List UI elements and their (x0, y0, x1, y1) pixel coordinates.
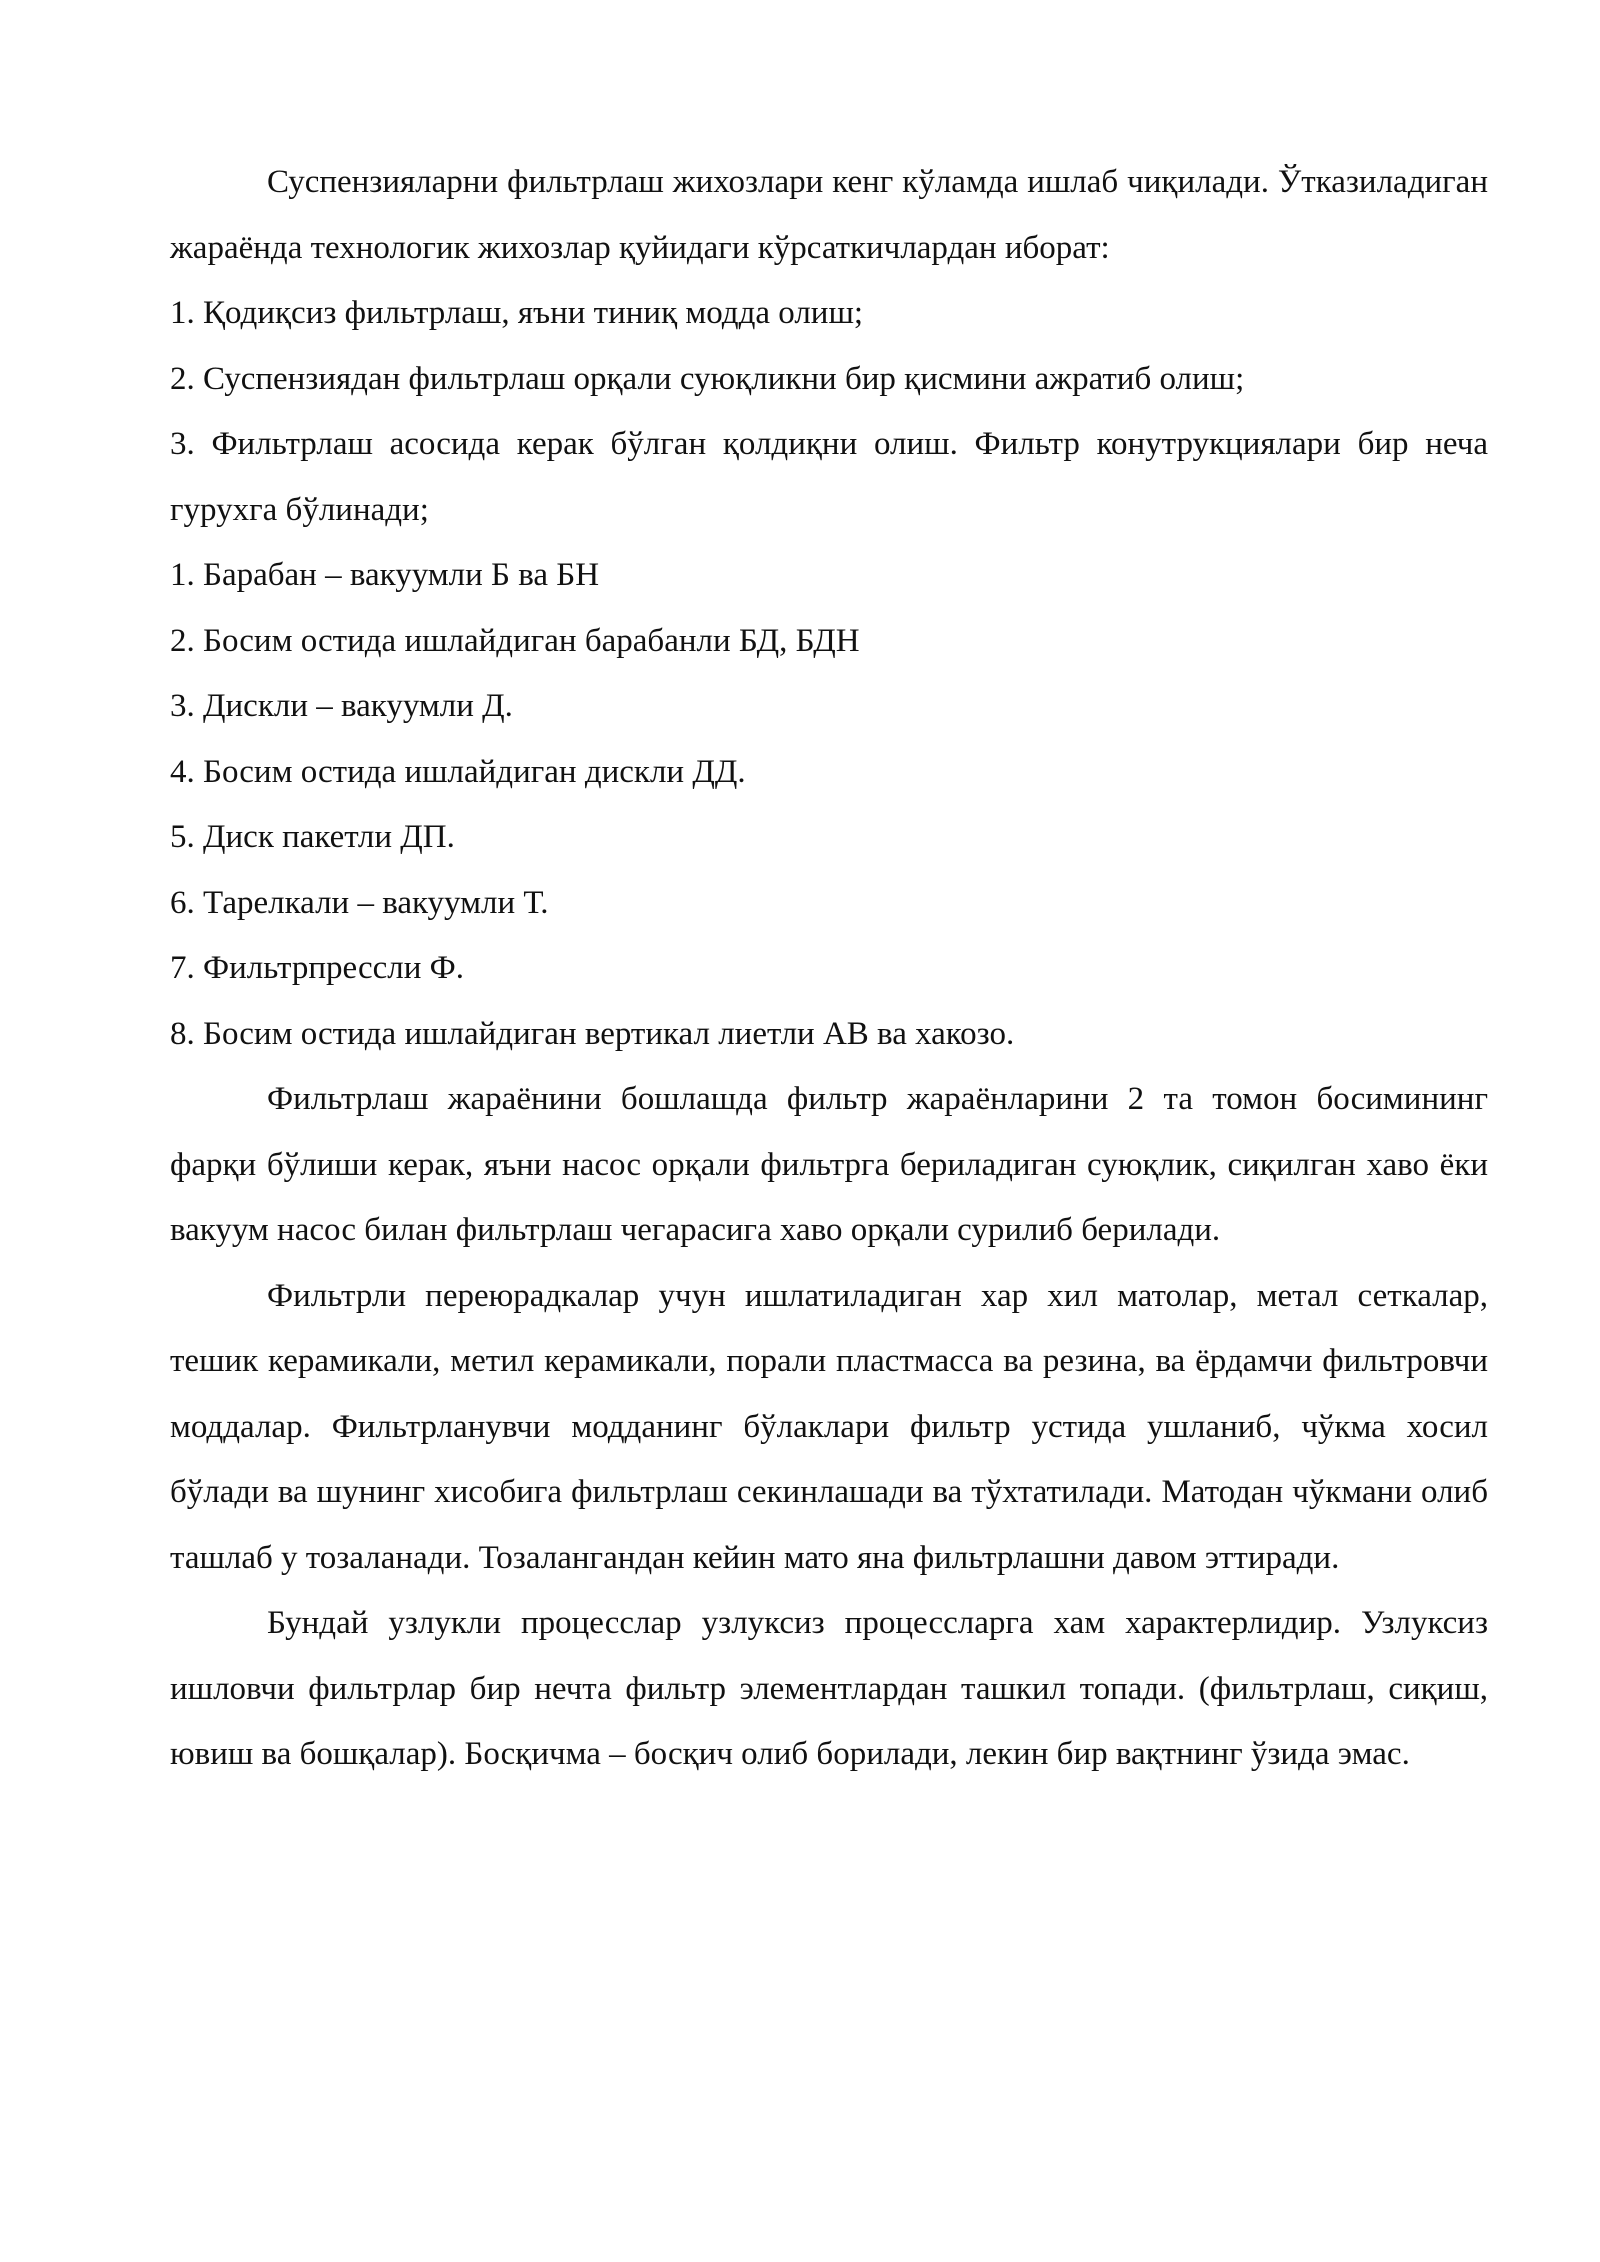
list-item: 2. Суспензиядан фильтрлаш орқали суюқликни бир қисмини ажратиб олиш; (170, 360, 1245, 397)
list-item: 5. Диск пакетли ДП. (170, 819, 455, 855)
document-body (170, 150, 1488, 1788)
list-item: 8. Босим остида ишлайдиган вертикал лиетли АВ ва хакозо. (170, 1015, 1015, 1052)
paragraph-continuous: Бундай узлукли процесслар узлуксиз процессларга хам характерлидир. Узлуксиз ишловчи фильтрлар бир нечта фильтр элементлардан ташкил топади. (фильтрлаш, сиқиш, ювиш ва бошқалар). Босқичма – босқич олиб борилади, лекин бир вақтнинг ўзида эмас. (170, 1605, 1488, 1772)
list-item: 1. Қодиқсиз фильтрлаш, яъни тиниқ модда олиш; (170, 295, 864, 331)
paragraph-materials: Фильтрли переюрадкалар учун ишлатиладиган хар хил матолар, метал сеткалар, тешик керамикали, метил керамикали, порали пластмасса ва резина, ва ёрдамчи фильтровчи моддалар. Фильтрланувчи модданинг бўлаклари фильтр устида ушланиб, чўкма хосил бўлади ва шунинг хисобига фильтрлаш секинлашади ва тўхтатилади. Матодан чўкмани олиб ташлаб у тозаланади. Тозалангандан кейин мато яна фильтрлашни давом эттиради. (170, 1277, 1488, 1576)
paragraph-intro: Суспензияларни фильтрлаш жихозлари кенг кўламда ишлаб чиқилади. Ўтказиладиган жараёнда технологик жихозлар қуйидаги кўрсаткичлардан иборат: (170, 164, 1488, 266)
list-item: 4. Босим остида ишлайдиган дискли ДД. (170, 753, 746, 790)
list-item: 2. Босим остида ишлайдиган барабанли БД, БДН (170, 622, 860, 659)
paragraph-pressure: Фильтрлаш жараёнини бошлашда фильтр жараёнларини 2 та томон босимининг фарқи бўлиши керак, яъни насос орқали фильтрга бериладиган суюқлик, сиқилган хаво ёки вакуум насос билан фильтрлаш чегарасига хаво орқали сурилиб берилади. (170, 1081, 1488, 1248)
list-item: 3. Фильтрлаш асосида керак бўлган қолдиқни олиш. Фильтр конутрукциялари бир неча гурухга бўлинади; (170, 426, 1488, 528)
list-item: 7. Фильтрпрессли Ф. (170, 950, 464, 986)
list-item: 6. Тарелкали – вакуумли Т. (170, 884, 549, 921)
list-item: 3. Дискли – вакуумли Д. (170, 688, 513, 724)
list-item: 1. Барабан – вакуумли Б ва БН (170, 557, 600, 593)
